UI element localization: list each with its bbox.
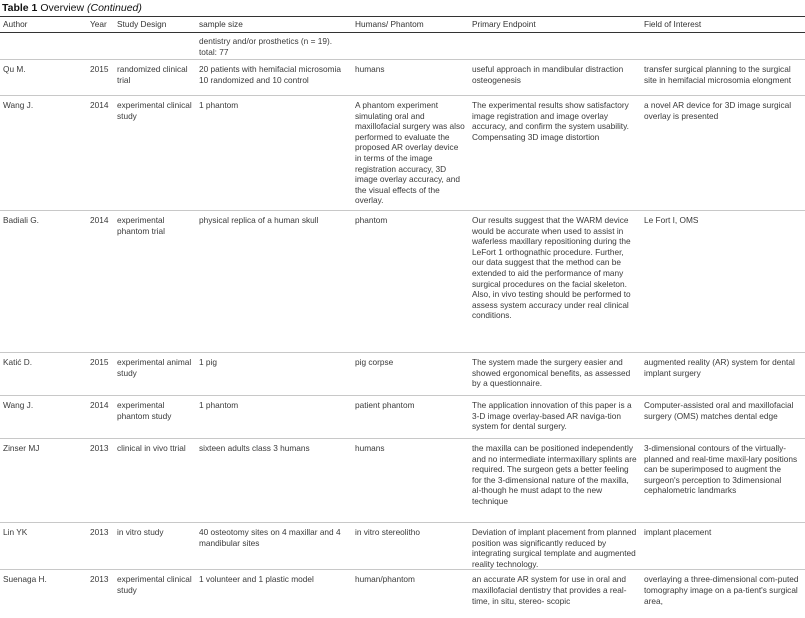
cell-author: Badiali G. (0, 211, 87, 353)
cell-sample-size: 1 pig (196, 353, 352, 396)
cell-study-design: experimental clinical study (117, 574, 192, 595)
overview-table (0, 16, 805, 618)
cell-field-of-interest: a novel AR device for 3D image surgical overlay is presented (641, 96, 805, 211)
cell-study-design: experimental animal study (114, 353, 196, 396)
cell-humans-phantom: patient phantom (352, 396, 469, 439)
table-row (0, 60, 805, 96)
cell-study-design: randomized clinical trial (114, 60, 196, 96)
cell-year: 2013 (87, 523, 114, 570)
cell-field-of-interest: overlaying a three-dimensional com-puted tomography image on a pa-tient's surgical area, (644, 574, 799, 606)
cell-primary-endpoint: The system made the surgery easier and showed ergonomical benefits, as assessed by a questionnaire. (469, 353, 641, 396)
cell-humans-phantom: phantom (352, 211, 469, 353)
table-body (0, 33, 805, 618)
continuation-row (0, 33, 805, 60)
cell-humans-phantom: humans (352, 60, 469, 96)
cell-sample-size: 1 volunteer and 1 plastic model (199, 574, 314, 585)
cell-humans-phantom: A phantom experiment simulating oral and maxillofacial surgery was also performed to evaluate the proposed AR overlay device in terms of the image registration accuracy, 3D image overlay accuracy, and the visual effects of the overlay. (352, 96, 469, 211)
col-year: Year (87, 17, 114, 33)
table-row (0, 396, 805, 439)
cell-primary-endpoint: Our results suggest that the WARM device would be accurate when used to assist in waferless maxillary repositioning during the LeFort 1 orthognathic procedure. Further, our data suggest that the method can be extended to aid the performance of many surgical procedures on the facial skeleton. Also, in vivo testing should be performed to assess system accuracy under real clinical conditions. (469, 211, 641, 353)
cell-primary-endpoint: useful approach in mandibular distraction osteogenesis (469, 60, 641, 96)
cell-field-of-interest: Computer-assisted oral and maxillofacial surgery (OMS) matches dental edge (641, 396, 805, 439)
cell-sample-size: 20 patients with hemifacial microsomia 10 randomized and 10 control (196, 60, 352, 96)
cell-study-design: experimental phantom trial (114, 211, 196, 353)
col-field-of-interest: Field of Interest (641, 17, 805, 33)
table-title: Overview (37, 2, 87, 14)
cell-primary-endpoint: The application innovation of this paper is a 3-D image overlay-based AR naviga-tion system for dental surgery. (469, 396, 641, 439)
cell-primary-endpoint: Deviation of implant placement from planned position was significantly reduced by integrating surgical template and augmented reality technology. (469, 523, 641, 570)
col-primary-endpoint: Primary Endpoint (469, 17, 641, 33)
cell-year: 2015 (87, 353, 114, 396)
table-row (0, 211, 805, 353)
table-continued-note: (Continued) (87, 2, 142, 14)
cell-humans-phantom: in vitro stereolitho (352, 523, 469, 570)
header-row (0, 17, 805, 33)
cell-year: 2014 (87, 96, 114, 211)
cell-sample-size: physical replica of a human skull (196, 211, 352, 353)
cell-study-design: experimental clinical study (114, 96, 196, 211)
cell-humans-phantom: humans (352, 439, 469, 523)
cell-study-design: clinical in vivo ttrial (114, 439, 196, 523)
cell-year: 2015 (87, 60, 114, 96)
cell-author: Katić D. (0, 353, 87, 396)
cell-study-design: experimental phantom study (114, 396, 196, 439)
cell-author: Suenaga H. (3, 574, 47, 585)
cell-year: 2014 (87, 396, 114, 439)
col-humans-phantom: Humans/ Phantom (352, 17, 469, 33)
table-row (0, 523, 805, 570)
cell-sample-size: sixteen adults class 3 humans (196, 439, 352, 523)
cell-study-design: in vitro study (114, 523, 196, 570)
cell-field-of-interest: 3-dimensional contours of the virtually-planned and real-time maxil-lary positions can be superimposed to augment the surgeon's perception to 3dimensional cephalometric landmarks (641, 439, 805, 523)
table-row (0, 353, 805, 396)
cell-year: 2013 (87, 439, 114, 523)
cell-sample-size: 1 phantom (196, 396, 352, 439)
cell-primary-endpoint: an accurate AR system for use in oral and maxillofacial dentistry that provides a real-time, in situ, stereo- scopic (472, 574, 627, 606)
cell-humans-phantom: pig corpse (352, 353, 469, 396)
col-study-design: Study Design (114, 17, 196, 33)
cell-year: 2013 (90, 574, 109, 585)
cell-sample-size: 40 osteotomy sites on 4 maxillar and 4 mandibular sites (196, 523, 352, 570)
cell-humans-phantom: human/phantom (355, 574, 415, 585)
cell-author: Wang J. (0, 96, 87, 211)
cell-author: Zinser MJ (0, 439, 87, 523)
cell-field-of-interest: transfer surgical planning to the surgical site in hemifacial microsomia elongment (641, 60, 805, 96)
table-label: Table 1 (2, 2, 38, 14)
table-caption (2, 2, 142, 14)
table-row (0, 96, 805, 211)
cell-field-of-interest: augmented reality (AR) system for dental implant surgery (641, 353, 805, 396)
cell-author: Wang J. (0, 396, 87, 439)
col-sample-size: sample size (196, 17, 352, 33)
cell-year: 2014 (87, 211, 114, 353)
table-row (0, 439, 805, 523)
cell-primary-endpoint: The experimental results show satisfactory image registration and image overlay accuracy, and confirm the system usability. Compensating 3D image distortion (469, 96, 641, 211)
cell-author: Lin YK (0, 523, 87, 570)
table-row (0, 570, 805, 618)
cell-primary-endpoint: the maxilla can be positioned independently and no intermediate intermaxillary splints are required. The surgeon gets a better feeling for the 3-dimensional nature of the maxilla, al-though he must adapt to the new technique (469, 439, 641, 523)
cell-author: Qu M. (0, 60, 87, 96)
cell-sample-size: 1 phantom (196, 96, 352, 211)
col-author: Author (0, 17, 87, 33)
cell-field-of-interest: implant placement (641, 523, 805, 570)
cell-field-of-interest: Le Fort I, OMS (641, 211, 805, 353)
continuation-cell: dentistry and/or prosthetics (n = 19). total: 77 (196, 33, 352, 60)
